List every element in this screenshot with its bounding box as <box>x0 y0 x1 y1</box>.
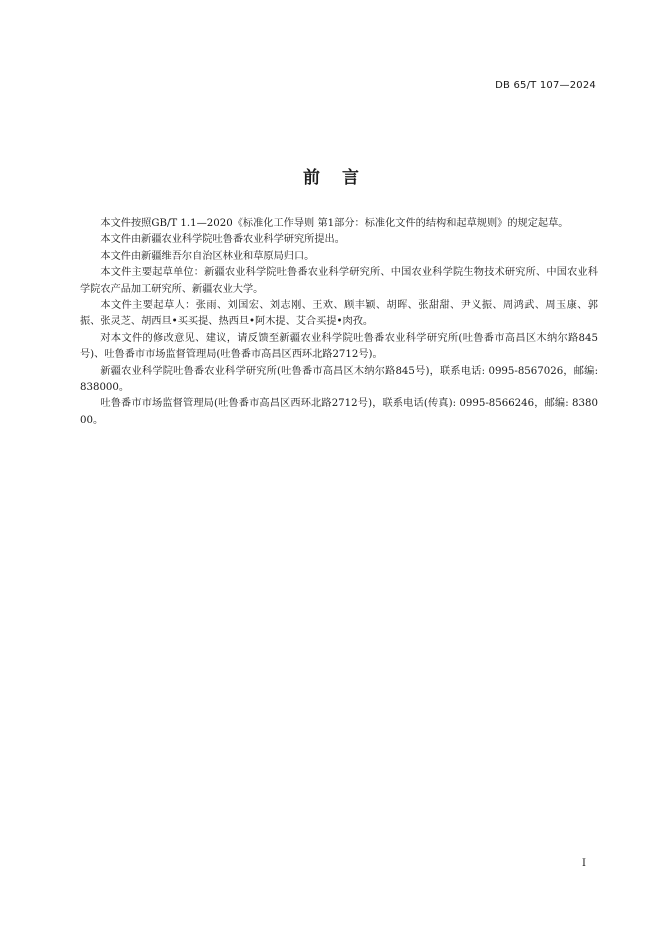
foreword-body <box>80 216 598 429</box>
paragraph-feedback: 对本文件的修改意见、建议，请反馈至新疆农业科学院吐鲁番农业科学研究所(吐鲁番市高昌区木纳尔路845号)、吐鲁番市市场监督管理局(吐鲁番市高昌区西环北路2712号)。 <box>80 332 598 361</box>
paragraph-proposer: 本文件由新疆农业科学院吐鲁番农业科学研究所提出。 <box>100 234 345 246</box>
page-title: 前言 <box>303 168 381 188</box>
paragraph-drafters: 本文件主要起草人：张雨、刘国宏、刘志刚、王欢、顾丰颖、胡晖、张甜甜、尹义振、周鸿武、周玉康、郭振、张灵芝、胡西旦•买买提、热西旦•阿木提、艾合买提•肉孜。 <box>80 300 598 328</box>
document-code: DB 65/T 107—2024 <box>495 80 596 91</box>
paragraph-administrator: 本文件由新疆维吾尔自治区林业和草原局归口。 <box>100 250 315 262</box>
paragraph-drafting-units: 本文件主要起草单位：新疆农业科学院吐鲁番农业科学研究所、中国农业科学院生物技术研究所、中国农业科学院农产品加工研究所、新疆农业大学。 <box>80 267 598 295</box>
paragraph-contact-institute: 新疆农业科学院吐鲁番农业科学研究所(吐鲁番市高昌区木纳尔路845号)，联系电话: 0995-8567026，邮编: 838000。 <box>80 365 598 394</box>
paragraph-contact-bureau: 吐鲁番市市场监督管理局(吐鲁番市高昌区西环北路2712号)，联系电话(传真): 0995-8566246，邮编: 838000。 <box>80 398 598 426</box>
paragraph-drafting-rules: 本文件按照GB/T 1.1—2020《标准化工作导则 第1部分：标准化文件的结构和起草规则》的规定起草。 <box>100 218 569 229</box>
page-number: I <box>582 858 586 869</box>
